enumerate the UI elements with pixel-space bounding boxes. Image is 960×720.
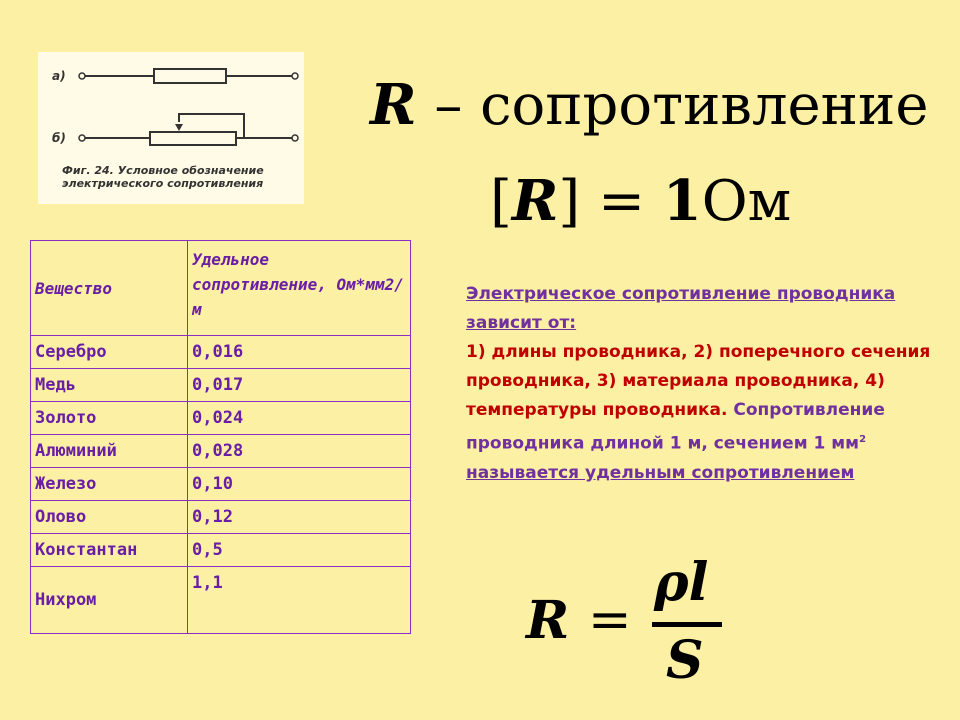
table-row bbox=[31, 435, 411, 468]
cell-value: 0,024 bbox=[188, 402, 411, 435]
description-definition-underlined: называется удельным сопротивлением bbox=[466, 462, 855, 483]
resistance-unit bbox=[490, 168, 791, 234]
table-row bbox=[31, 336, 411, 369]
header-resistivity: Удельное сопротивление, Ом*мм2/м bbox=[188, 241, 411, 336]
title-word: сопротивление bbox=[480, 73, 929, 138]
fraction-bar bbox=[652, 622, 722, 627]
resistor-box-b bbox=[150, 132, 236, 145]
unit-open: [ bbox=[490, 169, 512, 234]
cell-substance: Нихром bbox=[31, 567, 188, 634]
figure-caption-line2: электрического сопротивления bbox=[62, 177, 264, 190]
title-symbol: R bbox=[370, 72, 417, 138]
cell-value: 1,1 bbox=[188, 567, 411, 634]
unit-one: 1 bbox=[662, 168, 702, 234]
table-row bbox=[31, 567, 411, 634]
description-factors: 1) длины проводника, 2) поперечного сечения проводника, 3) материала проводника, 4) температуры проводника. bbox=[466, 342, 931, 420]
resistance-title bbox=[370, 72, 928, 138]
figure-caption bbox=[62, 164, 302, 190]
cell-substance: Медь bbox=[31, 369, 188, 402]
cell-value: 0,12 bbox=[188, 501, 411, 534]
cell-value: 0,016 bbox=[188, 336, 411, 369]
unit-eq: = bbox=[580, 169, 663, 234]
formula-lhs: R bbox=[526, 590, 570, 651]
unit-ohm: Ом bbox=[701, 169, 792, 234]
title-dash: – bbox=[416, 73, 481, 138]
cell-substance: Константан bbox=[31, 534, 188, 567]
resistor-box-a bbox=[154, 69, 226, 83]
description-heading: Электрическое сопротивление проводника зависит от: bbox=[466, 284, 896, 333]
figure-label-a: а) bbox=[52, 69, 66, 83]
formula-denominator: S bbox=[666, 630, 704, 691]
table-row bbox=[31, 468, 411, 501]
cell-value: 0,028 bbox=[188, 435, 411, 468]
resistor-symbol-figure bbox=[38, 52, 304, 204]
table-header-row bbox=[31, 241, 411, 336]
cell-substance: Серебро bbox=[31, 336, 188, 369]
table-row bbox=[31, 369, 411, 402]
header-substance: Вещество bbox=[31, 241, 188, 336]
description-text bbox=[466, 280, 936, 488]
description-definition: Сопротивление проводника длиной 1 м, сечением 1 мм bbox=[466, 400, 885, 454]
formula-eq: = bbox=[588, 590, 632, 650]
table-row bbox=[31, 501, 411, 534]
cell-value: 0,10 bbox=[188, 468, 411, 501]
rheostat-slider bbox=[179, 114, 244, 138]
table-row bbox=[31, 534, 411, 567]
cell-substance: Алюминий bbox=[31, 435, 188, 468]
formula-numerator: ρl bbox=[654, 552, 709, 613]
figure-label-b: б) bbox=[52, 131, 66, 145]
cell-substance: Железо bbox=[31, 468, 188, 501]
unit-close: ] bbox=[558, 169, 581, 234]
cell-substance: Олово bbox=[31, 501, 188, 534]
unit-symbol: R bbox=[511, 168, 559, 234]
cell-substance: Золото bbox=[31, 402, 188, 435]
table-row bbox=[31, 402, 411, 435]
description-superscript: 2 bbox=[859, 434, 867, 445]
resistance-formula bbox=[526, 552, 746, 702]
cell-value: 0,5 bbox=[188, 534, 411, 567]
figure-caption-line1: Фиг. 24. Условное обозначение bbox=[62, 164, 264, 177]
cell-value: 0,017 bbox=[188, 369, 411, 402]
resistivity-table bbox=[30, 240, 411, 634]
